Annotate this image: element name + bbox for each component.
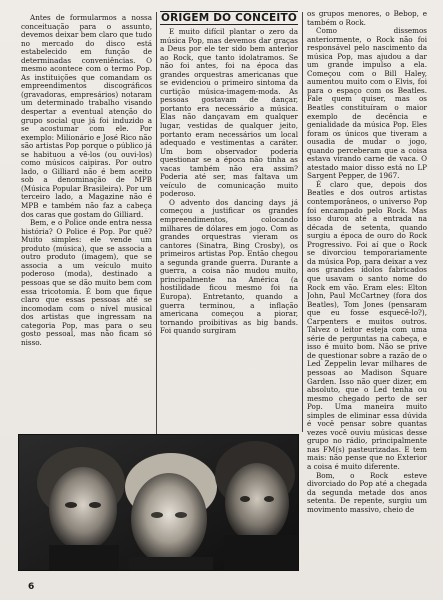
article-column-3 [307,10,427,582]
paragraph: Bem, e o Police onde entra nessa história? O Police é Pop. Por quê? Muito simples: ele vende um produto (música), que se associa a outro produto (imagem), que se associa a um veículo muito poderoso (moda), destinado a pessoas que se dão muito bem com essa tricotomia. É bom que fique claro que essas pessoas até se incomodam com o nível musical dos artistas que ingressam na categoria Pop, mas para o seu gosto pessoal, mas não ficam só nisso. [21,218,152,347]
paragraph: É muito difícil plantar o zero da música Pop, mas devemos dar graças a Deus por ele ter sido bem anterior ao Rock, que tanto idolatramos. Se não foi antes, foi na época das grandes orquestras americanas que se evidenciou o primeiro sintoma da curtição música-imagem-moda. As pessoas gostavam de dançar, portanto era necessário a música. Elas não dançavam em qualquer lugar, vestidas de qualquer jeito, portanto eram necessários um local adequado e vestimentas a caráter. Um bom observador poderia questionar se a época não tinha as vacas também não era assim? Poderia até ser, mas faltava um veículo de comunicação muito poderoso. [160,28,298,199]
page-number: 6 [28,582,35,592]
paragraph: Antes de formularmos a nossa conceituação para o assunto, devemos deixar bem claro que tudo no mercado do disco está estabelecido em função de determinadas conveniências. O mesmo acontece com o termo Pop. As instituições que comandam os empreendimentos discográficos (gravadoras, empresários) notaram um determinado trabalho visando despertar a eventual atenção do grupo social que já foi induzido a se acostumar com ele. Por exemplo: Milionário e José Rico não são artistas Pop porque o público já se habituou a vê-los (ou ouvi-los) como músicos caipiras. Por outro lado, o Gilliard não é bem aceito sob a denominação de MPB (Música Popular Brasileira). Por um terceiro lado, a Magazine não é MPB e também não faz a cabeça dos caras que gostam do Gilliard. [21,14,152,219]
column-divider [156,12,157,442]
paragraph: Bom, o Rock esteve divorciado do Pop até a chegada da segunda metade dos anos setenta. De repente, surgiu um movimento massivo, cheio de [307,470,427,514]
paragraph: Como dissemos anteriormente, o Rock não foi responsável pelo nascimento da música Pop, mas ajudou a dar um grande impulso a ela. Começou com o Bill Haley, aumentou muito com o Elvis, foi para o espaço com os Beatles. Fale quem quiser, mas os Beatles constituíram o maior exemplo de decência e genialidade da música Pop. Eles foram os únicos que tiveram a ousadia de mudar o jogo, quando perceberam que a coisa estava virando carne de vaca. O atestado maior disso está no LP Sargent Pepper, de 1967. [307,26,427,181]
band-photo-image [19,435,299,571]
article-column-2 [160,28,298,448]
column-divider [302,12,303,432]
paragraph: O advento dos dancing days já começou a justificar os grandes empreendimentos, colocando milhares de dólares em jogo. Com as grandes orquestras vieram os cantores (Sinatra, Bing Crosby), os primeiros artistas Pop. Então chegou a segunda grande guerra. Durante a guerra, a coisa não mudou muito, principalmente na América (a hostilidade ficou mesmo foi na Europa). Entretanto, quando a guerra terminou, a inflação americana começou a piorar, tornando proibitivas as big bands. Foi quando surgiram [160,197,298,336]
paragraph: É claro que, depois dos Beatles e dos outros artistas contemporâneos, o universo Pop foi encampado pelo Rock. Mas isso durou até a entrada na década de setenta, quando surgiu a época de ouro do Rock Progressivo. Foi aí que o Rock se divorciou temporariamente da música Pop, para deixar a vez aos grandes ídolos fabricados que usavam o santo nome do Rock em vão. Eram eles: Elton John, Paul McCartney (fora dos Beatles), Tom Jones (pensaram que eu fosse esquecê-lo?), Carpenters e muitos outros. Talvez o leitor esteja com uma série de perguntas na cabeça, e isso é muito bom. Não se prive de questionar sobre a razão de o Led Zeppelin levar milhares de pessoas ao Madison Square Garden. Isso não quer dizer, em absoluto, que o Led tenha ou mesmo chegado perto de ser Pop. Uma maneira muito simples de eliminar essa dúvida é você pensar sobre quantas vezes você ouviu músicas desse grupo no rádio, principalmente nas FM(s) pasteurizadas. E tem mais: não pense que no Exterior a coisa é muito diferente. [307,179,427,471]
section-title: ORIGEM DO CONCEITO [160,12,297,24]
article-column-1 [21,14,152,434]
paragraph: os grupos menores, o Bebop, e também o Rock. [307,10,427,27]
band-photo [18,434,299,571]
